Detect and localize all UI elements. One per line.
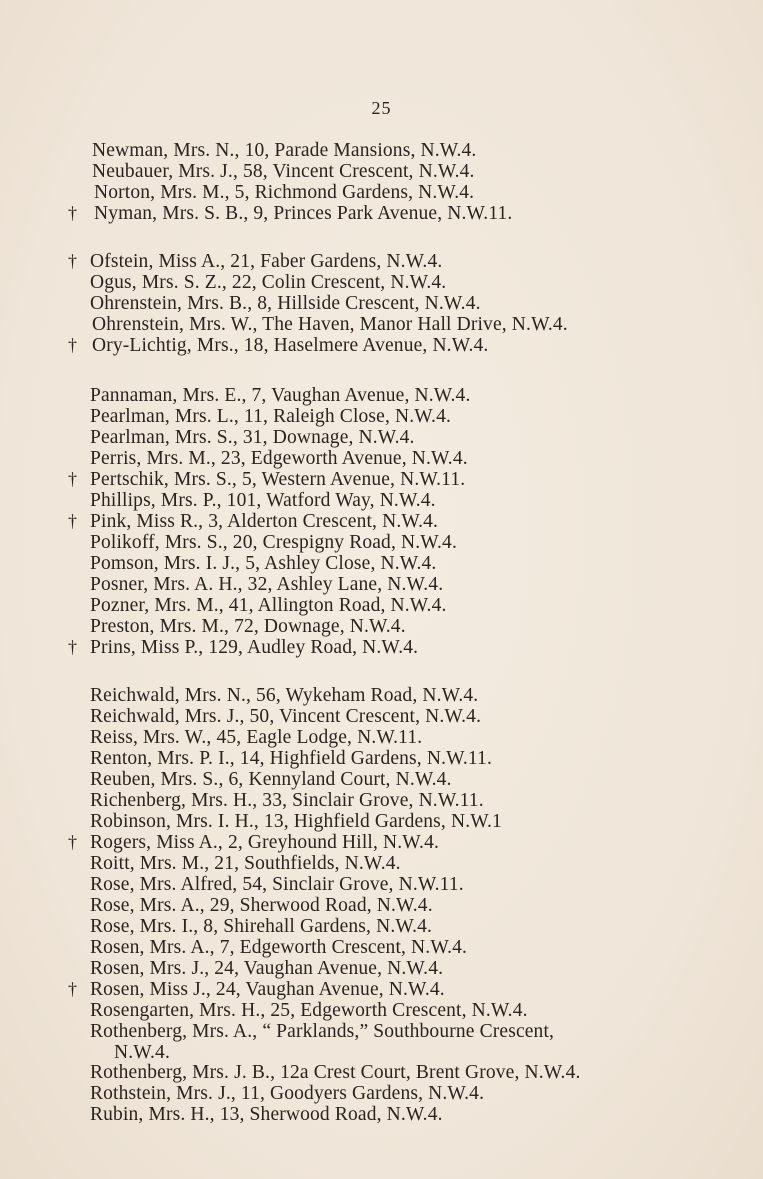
list-item [0, 1062, 763, 1083]
entry-text: Renton, Mrs. P. I., 14, Highfield Gardens, N.W.11. [90, 748, 492, 769]
entry-text: Newman, Mrs. N., 10, Parade Mansions, N.W.4. [92, 140, 477, 161]
list-item [0, 140, 763, 161]
entry-text: Reuben, Mrs. S., 6, Kennyland Court, N.W.4. [90, 769, 452, 790]
entry-text: Pomson, Mrs. I. J., 5, Ashley Close, N.W.4. [90, 553, 437, 574]
dagger-mark: † [68, 469, 78, 489]
list-item [0, 769, 763, 790]
entry-text: Robinson, Mrs. I. H., 13, Highfield Gardens, N.W.1 [90, 811, 502, 832]
dagger-mark: † [68, 832, 78, 852]
entry-group-p [0, 385, 763, 658]
list-item [0, 314, 763, 335]
list-item [0, 979, 763, 1000]
entry-text: Reichwald, Mrs. N., 56, Wykeham Road, N.W.4. [90, 685, 479, 706]
entry-text: Preston, Mrs. M., 72, Downage, N.W.4. [90, 616, 406, 637]
list-item [0, 895, 763, 916]
list-item [0, 532, 763, 553]
entry-text: Reichwald, Mrs. J., 50, Vincent Crescent, N.W.4. [90, 706, 482, 727]
list-item [0, 937, 763, 958]
list-item [0, 853, 763, 874]
entry-text: Posner, Mrs. A. H., 32, Ashley Lane, N.W.4. [90, 574, 444, 595]
entry-text: Ohrenstein, Mrs. W., The Haven, Manor Hall Drive, N.W.4. [92, 314, 568, 335]
list-item [0, 637, 763, 658]
list-item [0, 1000, 763, 1021]
entry-text: Rosen, Miss J., 24, Vaughan Avenue, N.W.4. [90, 979, 445, 1000]
entry-text: Neubauer, Mrs. J., 58, Vincent Crescent, N.W.4. [92, 161, 475, 182]
entry-text: Reiss, Mrs. W., 45, Eagle Lodge, N.W.11. [90, 727, 423, 748]
dagger-mark: † [68, 511, 78, 531]
list-item-continuation [0, 1042, 763, 1062]
list-item [0, 161, 763, 182]
entry-text: Ogus, Mrs. S. Z., 22, Colin Crescent, N.W.4. [90, 272, 447, 293]
list-item [0, 811, 763, 832]
list-item [0, 448, 763, 469]
list-item [0, 706, 763, 727]
entry-text: Rose, Mrs. I., 8, Shirehall Gardens, N.W.4. [90, 916, 433, 937]
entry-text: Phillips, Mrs. P., 101, Watford Way, N.W.4. [90, 490, 436, 511]
list-item [0, 832, 763, 853]
entry-text: Rose, Mrs. Alfred, 54, Sinclair Grove, N.W.11. [90, 874, 464, 895]
entry-text: Prins, Miss P., 129, Audley Road, N.W.4. [90, 637, 419, 658]
page-number: 25 [371, 98, 392, 118]
list-item [0, 272, 763, 293]
entry-text: Pertschik, Mrs. S., 5, Western Avenue, N.W.11. [90, 469, 466, 490]
entry-continuation-text: N.W.4. [114, 1042, 170, 1063]
entry-text: Rosen, Mrs. A., 7, Edgeworth Crescent, N.W.4. [90, 937, 468, 958]
entry-text: Pannaman, Mrs. E., 7, Vaughan Avenue, N.W.4. [90, 385, 471, 406]
entry-text: Rothenberg, Mrs. J. B., 12a Crest Court, Brent Grove, N.W.4. [90, 1062, 581, 1083]
list-item [0, 469, 763, 490]
entry-text: Roitt, Mrs. M., 21, Southfields, N.W.4. [90, 853, 401, 874]
list-item [0, 595, 763, 616]
dagger-mark: † [68, 637, 78, 657]
entry-text: Rogers, Miss A., 2, Greyhound Hill, N.W.4. [90, 832, 439, 853]
entry-text: Rothstein, Mrs. J., 11, Goodyers Gardens, N.W.4. [90, 1083, 485, 1104]
dagger-mark: † [68, 335, 78, 355]
entry-text: Nyman, Mrs. S. B., 9, Princes Park Avenue, N.W.11. [94, 203, 513, 224]
list-item [0, 385, 763, 406]
list-item [0, 427, 763, 448]
list-item [0, 335, 763, 356]
dagger-mark: † [68, 251, 78, 271]
list-item [0, 574, 763, 595]
list-item [0, 727, 763, 748]
entry-text: Rothenberg, Mrs. A., “ Parklands,” Southbourne Crescent, [90, 1021, 555, 1042]
entry-text: Pearlman, Mrs. L., 11, Raleigh Close, N.W.4. [90, 406, 451, 427]
list-item [0, 182, 763, 203]
list-item [0, 553, 763, 574]
list-item [0, 511, 763, 532]
list-item [0, 1104, 763, 1125]
entry-text: Rose, Mrs. A., 29, Sherwood Road, N.W.4. [90, 895, 433, 916]
list-item [0, 616, 763, 637]
entry-text: Pink, Miss R., 3, Alderton Crescent, N.W.4. [90, 511, 439, 532]
entry-text: Pozner, Mrs. M., 41, Allington Road, N.W.4. [90, 595, 447, 616]
entry-text: Perris, Mrs. M., 23, Edgeworth Avenue, N.W.4. [90, 448, 468, 469]
entry-text: Rosen, Mrs. J., 24, Vaughan Avenue, N.W.4. [90, 958, 444, 979]
list-item [0, 203, 763, 224]
list-item [0, 790, 763, 811]
list-item [0, 874, 763, 895]
dagger-mark: † [68, 203, 78, 223]
list-item [0, 251, 763, 272]
entry-text: Ofstein, Miss A., 21, Faber Gardens, N.W.4. [90, 251, 443, 272]
entry-text: Norton, Mrs. M., 5, Richmond Gardens, N.W.4. [94, 182, 475, 203]
list-item [0, 1083, 763, 1104]
entry-text: Polikoff, Mrs. S., 20, Crespigny Road, N.W.4. [90, 532, 457, 553]
entry-text: Pearlman, Mrs. S., 31, Downage, N.W.4. [90, 427, 415, 448]
entry-group-n [0, 140, 763, 224]
entry-text: Richenberg, Mrs. H., 33, Sinclair Grove, N.W.11. [90, 790, 484, 811]
entry-group-o [0, 251, 763, 356]
entry-text: Rubin, Mrs. H., 13, Sherwood Road, N.W.4. [90, 1104, 443, 1125]
list-item [0, 293, 763, 314]
list-item [0, 685, 763, 706]
entry-group-r [0, 685, 763, 1125]
entry-text: Ory-Lichtig, Mrs., 18, Haselmere Avenue, N.W.4. [92, 335, 489, 356]
entry-text: Ohrenstein, Mrs. B., 8, Hillside Crescent, N.W.4. [90, 293, 481, 314]
list-item [0, 406, 763, 427]
list-item [0, 916, 763, 937]
list-item [0, 490, 763, 511]
dagger-mark: † [68, 979, 78, 999]
entry-text: Rosengarten, Mrs. H., 25, Edgeworth Crescent, N.W.4. [90, 1000, 528, 1021]
list-item [0, 1021, 763, 1042]
list-item [0, 748, 763, 769]
list-item [0, 958, 763, 979]
